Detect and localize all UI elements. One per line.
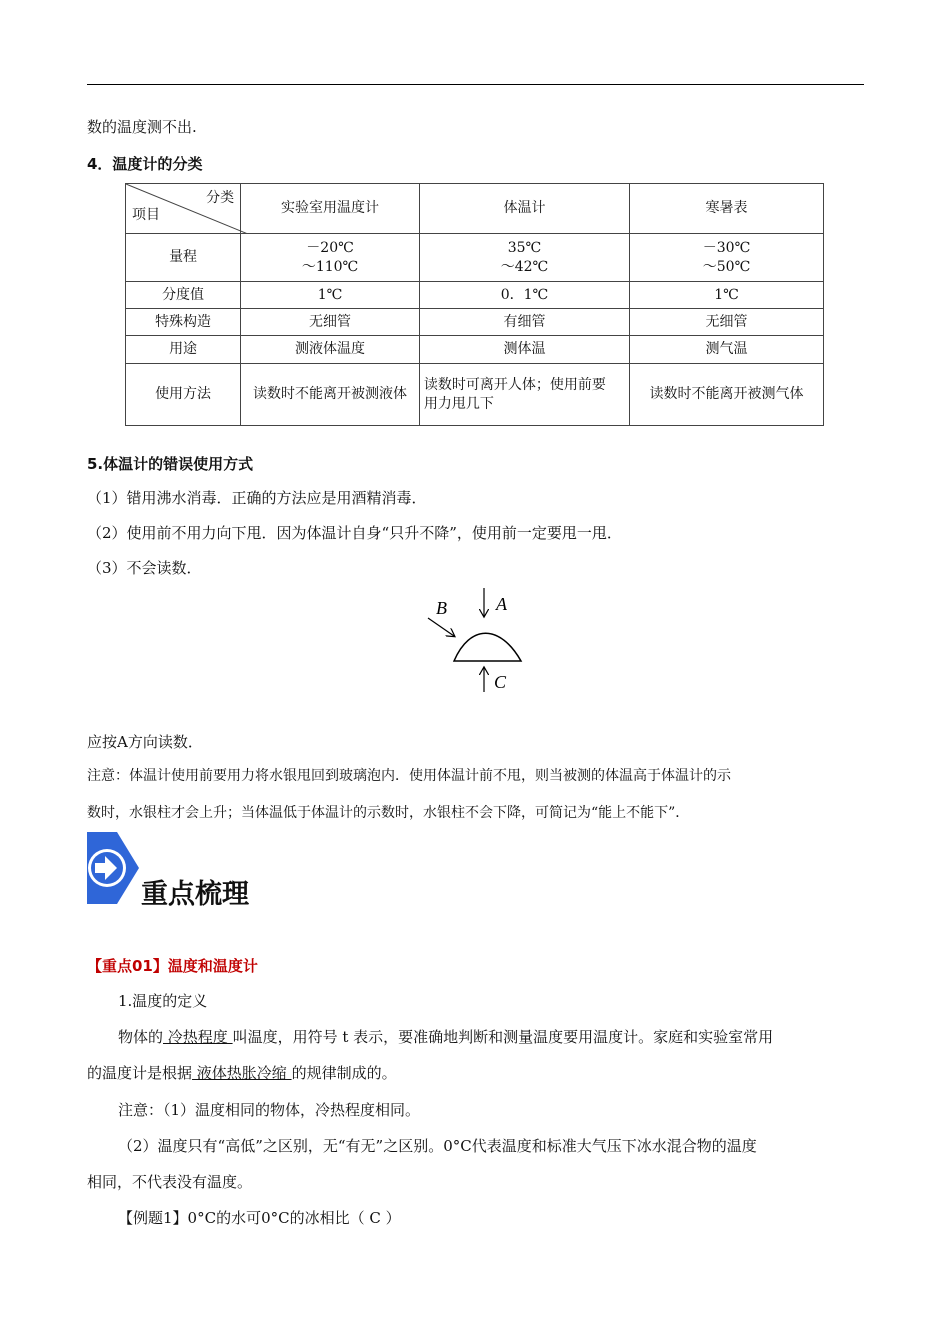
note-line: 注意：体温计使用前要用力将水银甩回到玻璃泡内．使用体温计前不甩，则当被测的体温高于体温计的示 — [87, 768, 731, 784]
blank-answer: 液体热胀冷缩 — [192, 1064, 292, 1082]
table-cell: 测体温 — [419, 336, 629, 364]
note-line: 相同，不代表没有温度。 — [87, 1173, 253, 1191]
list-item: （2）使用前不用力向下甩．因为体温计自身“只升不降”，使用前一定要甩一甩． — [87, 524, 622, 542]
table-cell: 测液体温度 — [241, 336, 420, 364]
table-header-row — [126, 184, 824, 234]
column-header: 体温计 — [419, 184, 629, 234]
example-question: 【例题1】0°C的水可0°C的冰相比（ C ） — [118, 1209, 401, 1227]
row-label: 用途 — [126, 336, 241, 364]
row-label: 使用方法 — [126, 364, 241, 426]
table-cell: 35℃ ～42℃ — [419, 234, 629, 282]
table-row — [126, 336, 824, 364]
table-cell: 读数时不能离开被测气体 — [630, 364, 824, 426]
row-label: 量程 — [126, 234, 241, 282]
section-5-title: 5.体温计的错误使用方式 — [87, 455, 254, 473]
definition-title: 1.温度的定义 — [118, 992, 208, 1010]
table-corner-cell — [126, 184, 241, 234]
table-cell: 读数时不能离开被测液体 — [241, 364, 420, 426]
table-row — [126, 234, 824, 282]
table-cell: 测气温 — [630, 336, 824, 364]
definition-paragraph: 物体的 冷热程度 叫温度，用符号 t 表示，要准确地判断和测量温度要用温度计。家庭和实验室常用 — [118, 1028, 774, 1046]
label-a: A — [496, 594, 507, 614]
section-heading: 重点梳理 — [141, 879, 249, 910]
note-line: 注意：（1）温度相同的物体，冷热程度相同。 — [118, 1101, 421, 1119]
table-cell: 读数时可离开人体；使用前要 用力甩几下 — [419, 364, 629, 426]
top-fragment: 数的温度测不出. — [87, 118, 197, 136]
table-cell: 无细管 — [241, 309, 420, 336]
row-label: 分度值 — [126, 282, 241, 309]
column-header: 实验室用温度计 — [241, 184, 420, 234]
label-c: C — [494, 672, 507, 692]
table-row — [126, 364, 824, 426]
read-direction-text: 应按A方向读数． — [87, 733, 203, 751]
table-row — [126, 309, 824, 336]
table-row — [126, 282, 824, 309]
key-point-title: 【重点01】温度和温度计 — [87, 957, 258, 975]
table-cell: －30℃ ～50℃ — [630, 234, 824, 282]
blank-answer: 冷热程度 — [163, 1028, 233, 1046]
row-label: 特殊构造 — [126, 309, 241, 336]
arrow-badge-icon — [85, 830, 141, 906]
table-cell: 1℃ — [630, 282, 824, 309]
label-b: B — [436, 598, 447, 618]
section-4-title: 4．温度计的分类 — [87, 155, 203, 173]
corner-bottom-label: 项目 — [132, 207, 160, 223]
arrow-b — [428, 618, 454, 636]
definition-paragraph: 的温度计是根据 液体热胀冷缩 的规律制成的。 — [87, 1064, 397, 1082]
list-item: （1）错用沸水消毒．正确的方法应是用酒精消毒． — [87, 489, 427, 507]
reading-direction-figure — [420, 584, 560, 696]
thermometer-classification-table — [125, 183, 824, 426]
corner-top-label: 分类 — [206, 190, 235, 206]
note-line: 数时，水银柱才会上升；当体温低于体温计的示数时，水银柱不会下降，可简记为“能上不能下”． — [87, 805, 690, 821]
note-line: （2）温度只有“高低”之区别，无“有无”之区别。0°C代表温度和标准大气压下冰水混合物的温度 — [118, 1137, 757, 1155]
table-cell: 0．1℃ — [419, 282, 629, 309]
table-cell: 无细管 — [630, 309, 824, 336]
header-rule — [87, 84, 864, 85]
column-header: 寒暑表 — [630, 184, 824, 234]
thermometer-cross-section — [454, 633, 521, 661]
table-cell: 1℃ — [241, 282, 420, 309]
table-cell: 有细管 — [419, 309, 629, 336]
list-item: （3）不会读数． — [87, 559, 202, 577]
table-cell: －20℃ ～110℃ — [241, 234, 420, 282]
